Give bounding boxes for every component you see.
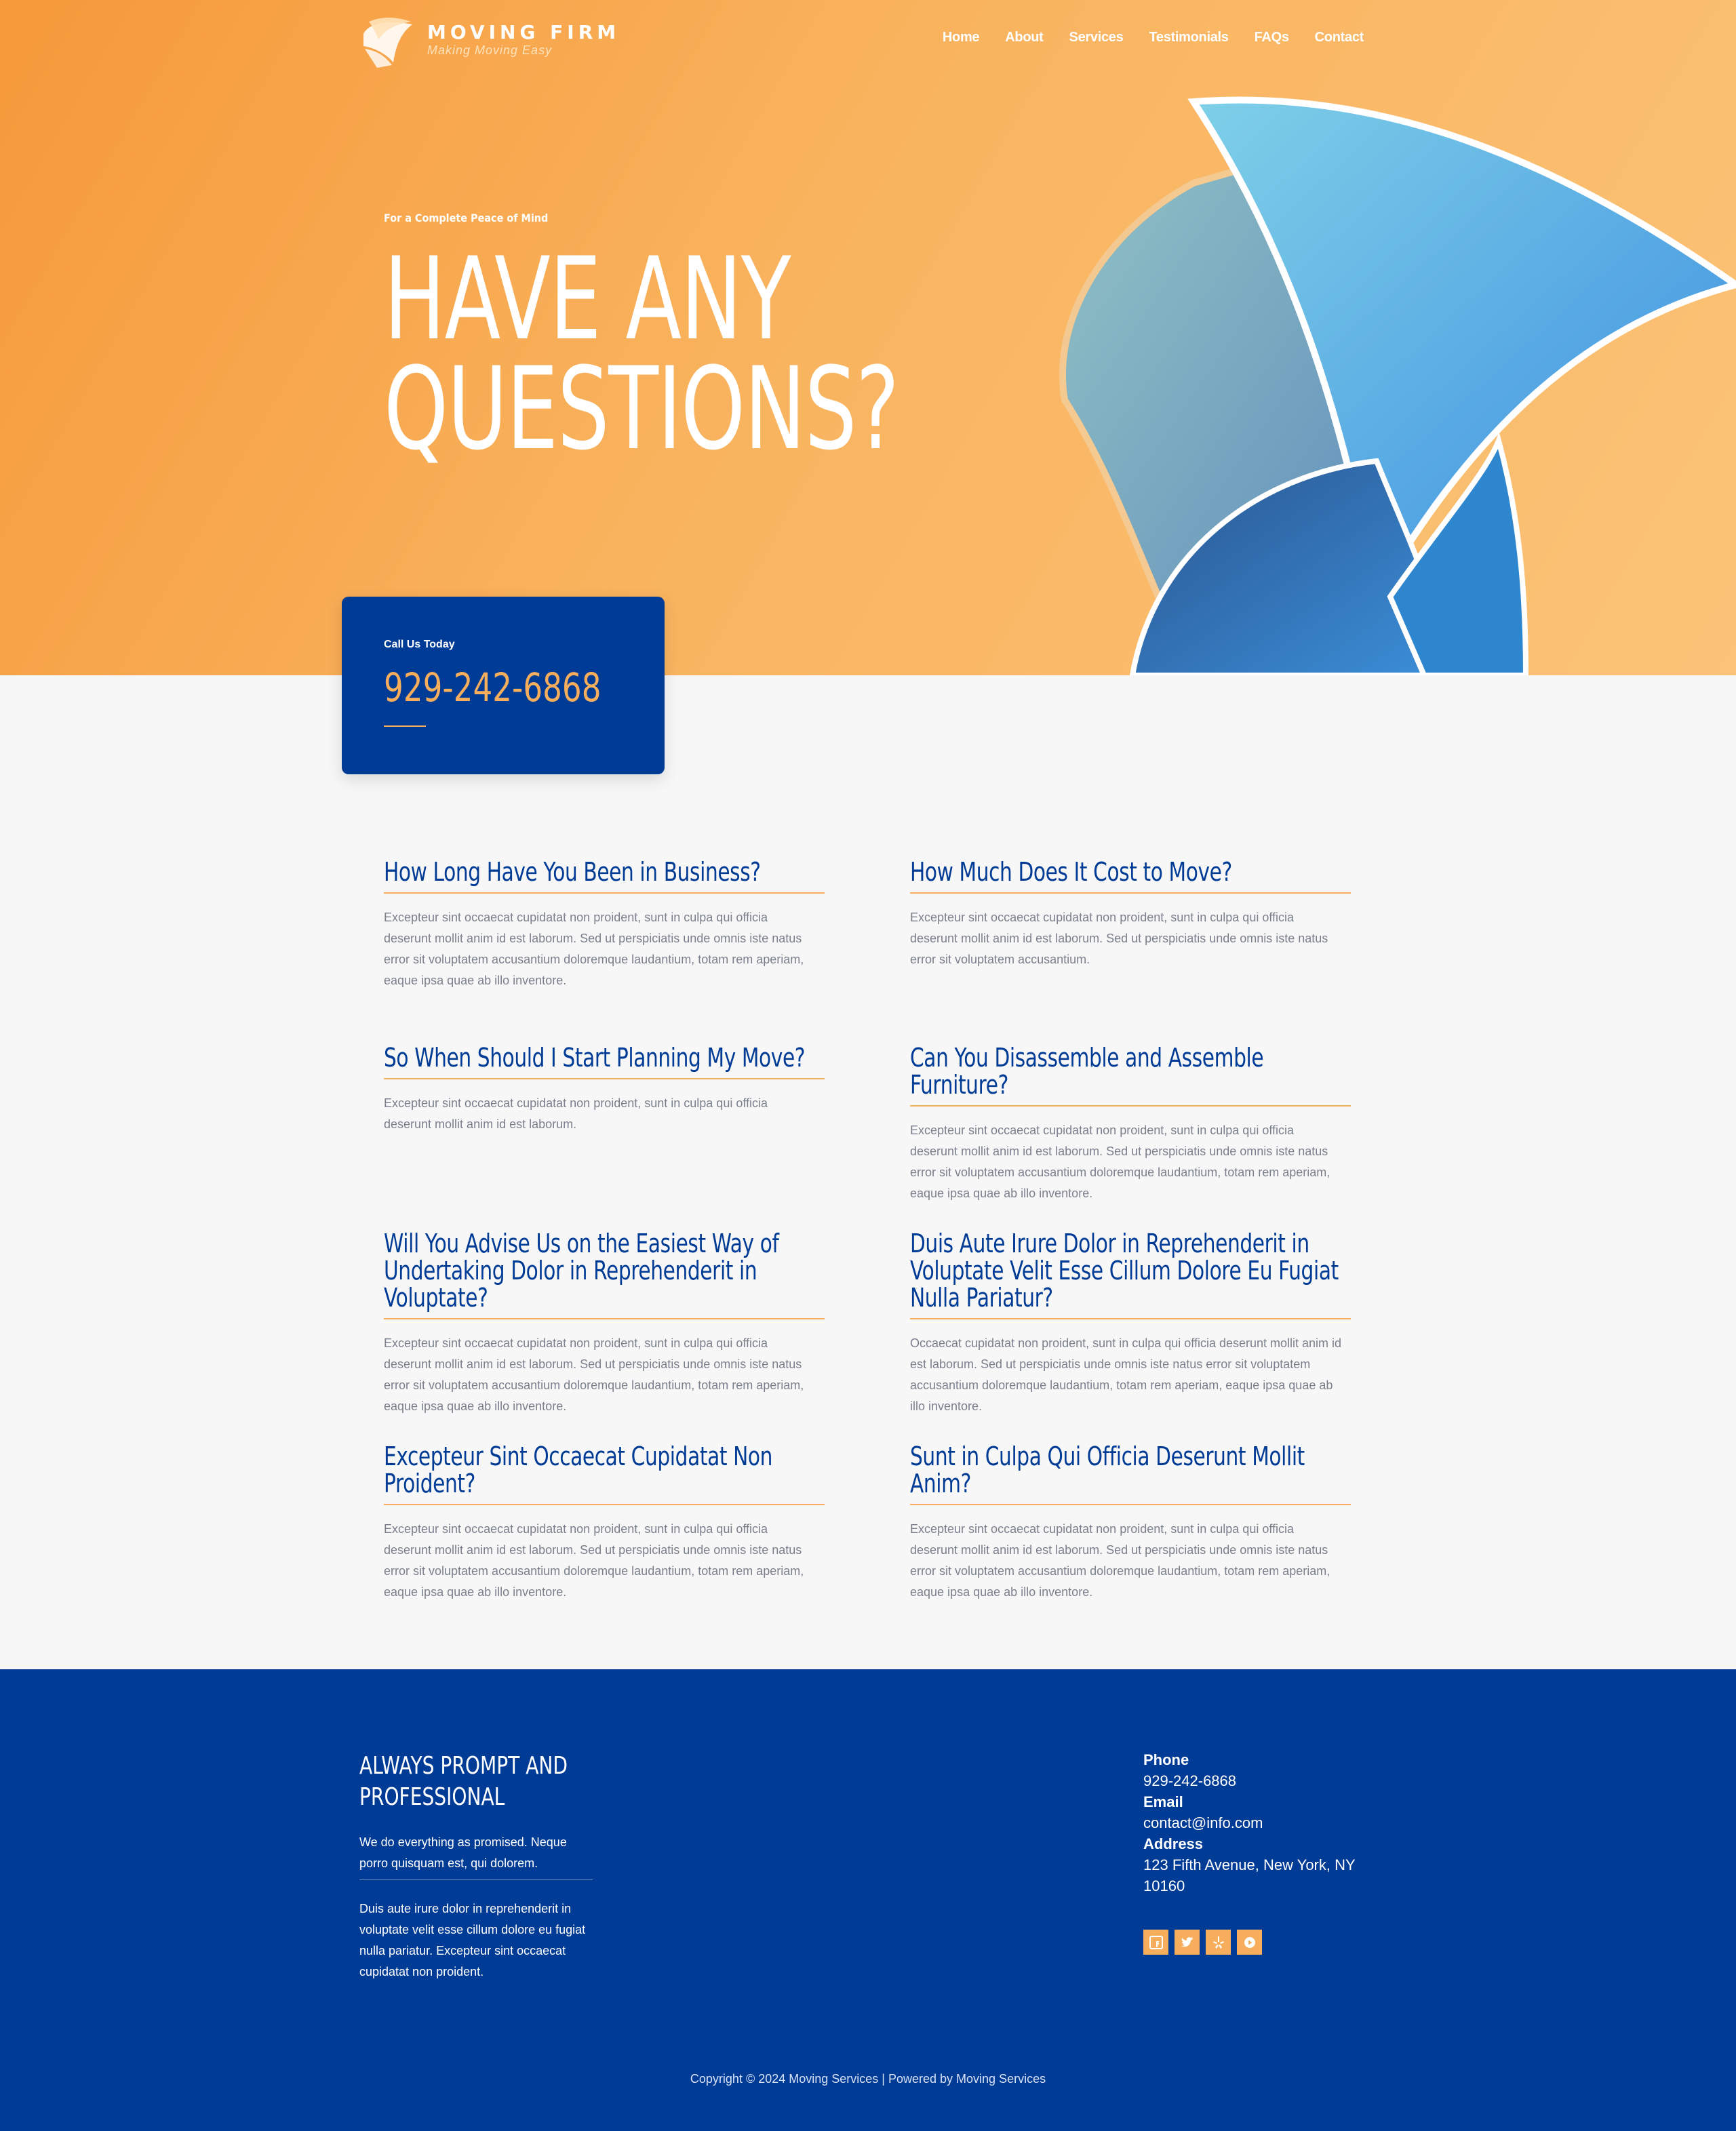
faq-item — [910, 858, 1351, 970]
footer-divider — [359, 1879, 593, 1880]
nav-contact[interactable]: Contact — [1314, 30, 1364, 45]
faq-answer: Excepteur sint occaecat cupidatat non proident, sunt in culpa qui officia deserunt mollit anim id est laborum. Sed ut perspiciatis unde omnis iste natus error sit voluptatem accusantium doloremque laudantium, totam rem aperiam, eaque ipsa quae ab illo inventore. — [384, 1336, 804, 1413]
twitter-icon[interactable] — [1175, 1930, 1200, 1955]
faq-item — [910, 1443, 1351, 1603]
contact-phone-label: Phone — [1143, 1751, 1189, 1768]
faq-item — [910, 1044, 1351, 1204]
contact-email[interactable]: contact@info.com — [1143, 1814, 1263, 1831]
brand-logo[interactable] — [358, 9, 620, 71]
faq-divider — [384, 1078, 825, 1079]
faq-divider — [910, 892, 1351, 894]
faq-question: Duis Aute Irure Dolor in Reprehenderit in Voluptate Velit Esse Cillum Dolore Eu Fugiat Nulla Pariatur? — [910, 1229, 1339, 1313]
faq-question: Excepteur Sint Occaecat Cupidatat Non Proident? — [384, 1441, 773, 1498]
nav-faqs[interactable]: FAQs — [1254, 30, 1289, 45]
faq-item — [384, 1230, 825, 1417]
faq-question: Sunt in Culpa Qui Officia Deserunt Mollit Anim? — [910, 1441, 1305, 1498]
facebook-icon[interactable] — [1143, 1930, 1168, 1955]
faq-item — [384, 1044, 825, 1135]
call-us-label: Call Us Today — [384, 639, 455, 650]
footer-contact — [1143, 1749, 1381, 1896]
faq-divider — [910, 1105, 1351, 1107]
faq-divider — [910, 1504, 1351, 1505]
footer-intro: We do everything as promised. Neque porro quisquam est, qui dolorem. — [359, 1835, 567, 1870]
faq-item — [910, 1230, 1351, 1417]
footer-body: Duis aute irure dolor in reprehenderit in voluptate velit esse cillum dolore eu fugiat nulla pariatur. Excepteur sint occaecat cupidatat non proident. — [359, 1902, 586, 1978]
brand-tagline: Making Moving Easy — [427, 43, 553, 57]
footer-copyright: Copyright © 2024 Moving Services | Powered by Moving Services — [690, 2072, 1046, 2086]
nav-about[interactable]: About — [1005, 30, 1044, 45]
footer-heading: ALWAYS PROMPT AND PROFESSIONAL — [359, 1752, 568, 1811]
faq-answer: Excepteur sint occaecat cupidatat non proident, sunt in culpa qui officia deserunt mollit anim id est laborum. Sed ut perspiciatis unde omnis iste natus error sit voluptatem accusantium doloremque laudantium, totam rem aperiam, eaque ipsa quae ab illo inventore. — [384, 1522, 804, 1599]
faq-item — [384, 1443, 825, 1603]
contact-address: 123 Fifth Avenue, New York, NY 10160 — [1143, 1856, 1356, 1894]
call-us-phone[interactable]: 929-242-6868 — [384, 664, 601, 711]
nav-testimonials[interactable]: Testimonials — [1149, 30, 1229, 45]
faq-divider — [384, 1504, 825, 1505]
faq-item — [384, 858, 825, 991]
faq-question: So When Should I Start Planning My Move? — [384, 1043, 806, 1073]
main-nav — [917, 30, 1364, 45]
faq-question: How Much Does It Cost to Move? — [910, 857, 1232, 887]
brand-name: MOVING FIRM — [427, 20, 620, 43]
faq-divider — [384, 1318, 825, 1319]
yelp-icon[interactable] — [1206, 1930, 1231, 1955]
sail-logo-icon — [358, 9, 418, 71]
nav-home[interactable]: Home — [942, 30, 980, 45]
faq-answer: Excepteur sint occaecat cupidatat non proident, sunt in culpa qui officia deserunt mollit anim id est laborum. Sed ut perspiciatis unde omnis iste natus error sit voluptatem accusantium doloremque laudantium, totam rem aperiam, eaque ipsa quae ab illo inventore. — [384, 911, 804, 987]
site-footer — [0, 1669, 1736, 2131]
call-us-divider — [384, 725, 426, 727]
contact-email-label: Email — [1143, 1793, 1183, 1810]
hero-title-line1: HAVE ANY — [384, 233, 791, 365]
nav-services[interactable]: Services — [1069, 30, 1124, 45]
youtube-icon[interactable] — [1237, 1930, 1262, 1955]
contact-address-label: Address — [1143, 1835, 1204, 1852]
hero-title — [384, 233, 899, 475]
call-us-card — [342, 597, 665, 774]
faq-answer: Excepteur sint occaecat cupidatat non proident, sunt in culpa qui officia deserunt mollit anim id est laborum. — [384, 1096, 768, 1131]
social-links — [1143, 1930, 1268, 1955]
hero-section — [0, 0, 1736, 675]
faq-question: How Long Have You Been in Business? — [384, 857, 761, 887]
faq-divider — [384, 892, 825, 894]
faq-divider — [910, 1318, 1351, 1319]
faq-question: Will You Advise Us on the Easiest Way of Undertaking Dolor in Reprehenderit in Voluptate? — [384, 1229, 779, 1313]
faq-question: Can You Disassemble and Assemble Furniture? — [910, 1043, 1264, 1100]
hero-title-line2: QUESTIONS? — [384, 342, 899, 475]
faq-answer: Excepteur sint occaecat cupidatat non proident, sunt in culpa qui officia deserunt mollit anim id est laborum. Sed ut perspiciatis unde omnis iste natus error sit voluptatem accusantium. — [910, 911, 1328, 966]
faq-answer: Occaecat cupidatat non proident, sunt in culpa qui officia deserunt mollit anim id est laborum. Sed ut perspiciatis unde omnis iste natus error sit voluptatem accusantium doloremque laudantium, totam rem aperiam, eaque ipsa quae ab illo inventore. — [910, 1336, 1342, 1413]
faq-answer: Excepteur sint occaecat cupidatat non proident, sunt in culpa qui officia deserunt mollit anim id est laborum. Sed ut perspiciatis unde omnis iste natus error sit voluptatem accusantium doloremque laudantium, totam rem aperiam, eaque ipsa quae ab illo inventore. — [910, 1522, 1330, 1599]
faq-answer: Excepteur sint occaecat cupidatat non proident, sunt in culpa qui officia deserunt mollit anim id est laborum. Sed ut perspiciatis unde omnis iste natus error sit voluptatem accusantium doloremque laudantium, totam rem aperiam, eaque ipsa quae ab illo inventore. — [910, 1123, 1330, 1200]
sail-illustration — [1024, 0, 1736, 675]
hero-kicker: For a Complete Peace of Mind — [384, 212, 549, 224]
contact-phone[interactable]: 929-242-6868 — [1143, 1772, 1237, 1789]
